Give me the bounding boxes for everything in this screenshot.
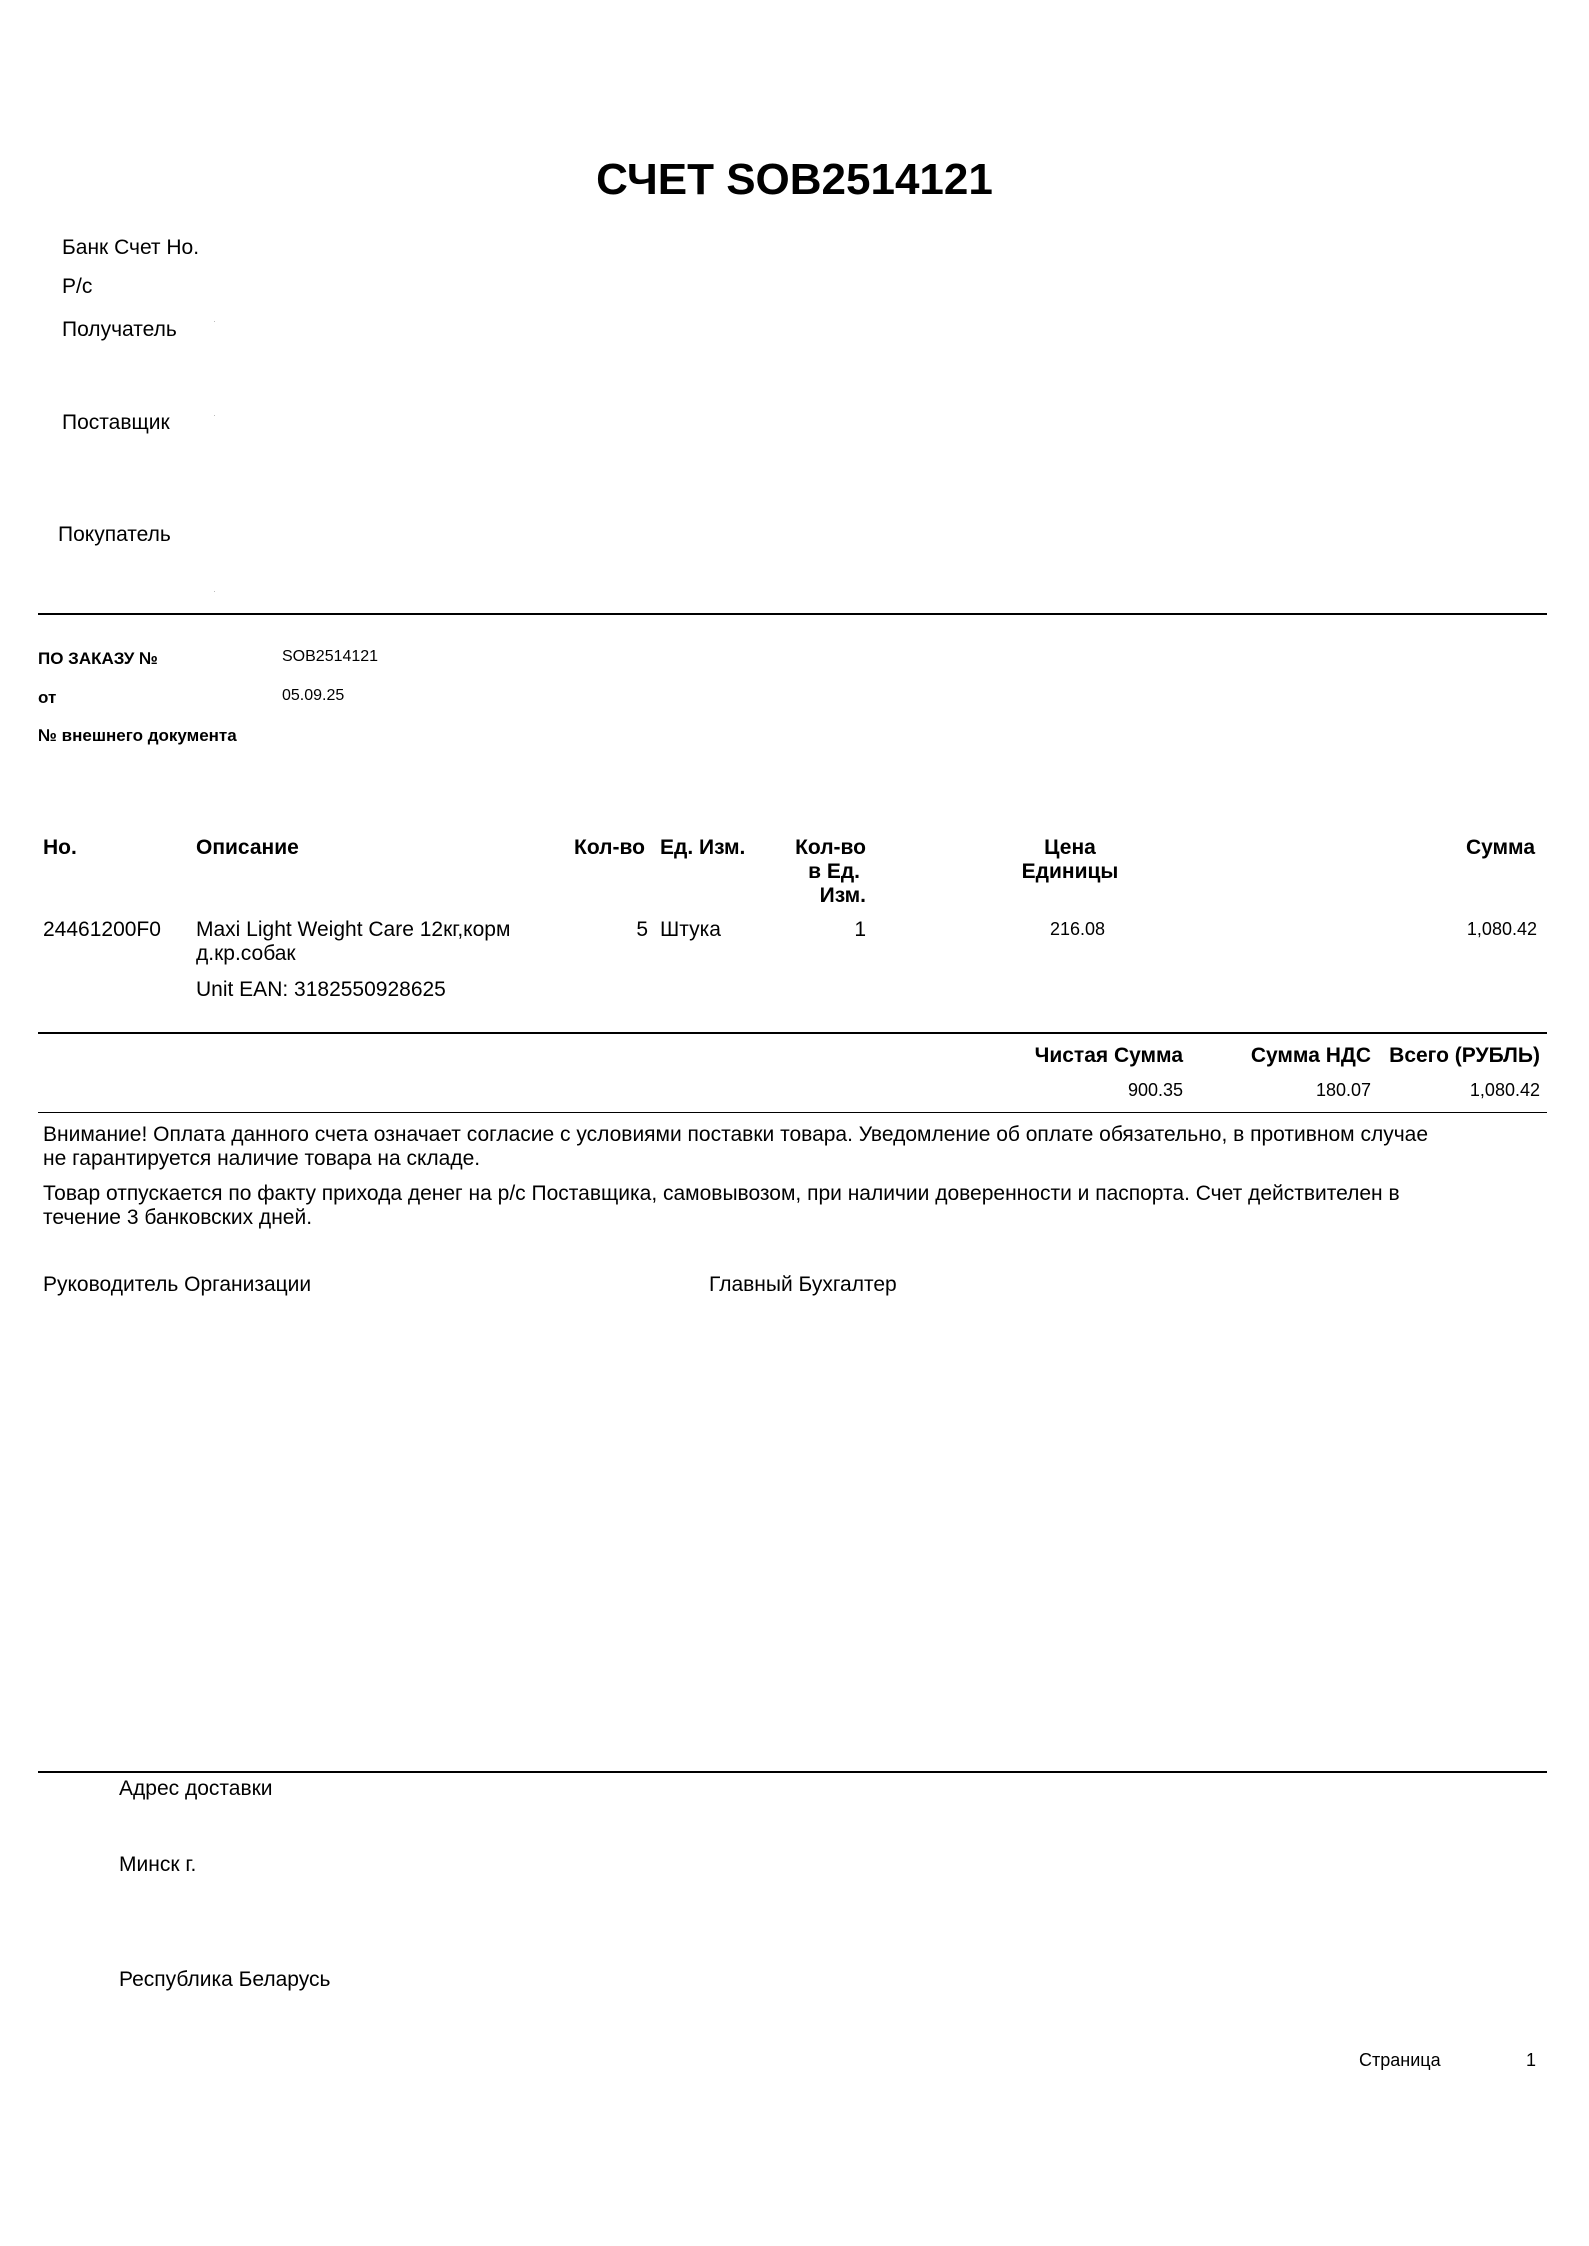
header-divider [38,613,1547,615]
total-amount-value: 1,080.42 [1469,1080,1540,1100]
buyer-label: Покупатель [58,523,171,546]
placeholder-mark [214,415,215,416]
bank-account-label: Банк Счет Но. [62,236,200,259]
row-amount: 1,080.42 [1466,919,1537,939]
invoice-title: СЧЕТ SOB2514121 [596,155,993,204]
payment-notice [43,1123,1533,1171]
row-description-line1: Maxi Light Weight Care 12кг,корм [196,918,511,941]
page-number: 1 [1525,2050,1536,2070]
col-header-qty-per-unit-line2: в Ед. [808,860,860,883]
supplier-label: Поставщик [62,411,170,434]
payment-notice-line1: Внимание! Оплата данного счета означает согласие с условиями поставки товара. Уведомление об оплате обязательно, в противном случае [43,1123,1429,1146]
director-signature-label: Руководитель Организации [43,1273,312,1296]
delivery-city: Минск г. [119,1853,197,1876]
col-header-unit-price [990,836,1150,884]
release-notice [43,1182,1533,1230]
col-header-description: Описание [196,836,299,859]
row-qty-per-unit: 1 [854,918,866,941]
col-header-qty: Кол-во [574,836,645,859]
row-unit-price: 216.08 [1049,919,1105,939]
placeholder-mark [214,591,215,592]
table-divider [38,1032,1547,1034]
accountant-signature-label: Главный Бухгалтер [709,1273,897,1296]
total-amount-label: Всего (РУБЛЬ) [1389,1044,1540,1067]
order-number-label: ПО ЗАКАЗУ № [38,649,158,668]
col-header-unit: Ед. Изм. [660,836,746,859]
delivery-address-label: Адрес доставки [119,1777,273,1800]
release-notice-line2: течение 3 банковских дней. [43,1206,313,1229]
row-qty: 5 [636,918,648,941]
recipient-label: Получатель [62,318,177,341]
vat-amount-label: Сумма НДС [1250,1044,1371,1067]
external-document-label: № внешнего документа [38,726,237,745]
vat-amount-value: 180.07 [1315,1080,1371,1100]
col-header-qty-per-unit [760,836,866,908]
settlement-account-label: Р/с [62,275,93,298]
totals-divider [38,1112,1547,1113]
col-header-qty-per-unit-line1: Кол-во [795,836,866,859]
col-header-amount: Сумма [1465,836,1535,859]
payment-notice-line2: не гарантируется наличие товара на складе. [43,1147,481,1170]
placeholder-mark [214,321,215,322]
delivery-country: Республика Беларусь [119,1968,331,1991]
release-notice-line1: Товар отпускается по факту прихода денег на р/с Поставщика, самовывозом, при наличии доверенности и паспорта. Счет действителен в [43,1182,1400,1205]
order-date-value: 05.09.25 [282,687,345,704]
order-number-value: SOB2514121 [282,648,379,665]
col-header-unit-price-line2: Единицы [1021,860,1119,883]
net-amount-label: Чистая Сумма [1034,1044,1183,1067]
net-amount-value: 900.35 [1127,1080,1183,1100]
col-header-unit-price-line1: Цена [1044,836,1096,859]
order-date-label: от [38,688,57,707]
row-description-line2: д.кр.собак [196,942,296,965]
col-header-qty-per-unit-line3: Изм. [819,884,866,907]
row-ean: Unit EAN: 3182550928625 [196,978,446,1001]
row-unit: Штука [660,918,721,941]
footer-divider [38,1771,1547,1773]
row-item-number: 24461200F0 [43,918,161,941]
page-label: Страница [1359,2050,1441,2070]
col-header-no: Но. [43,836,77,859]
